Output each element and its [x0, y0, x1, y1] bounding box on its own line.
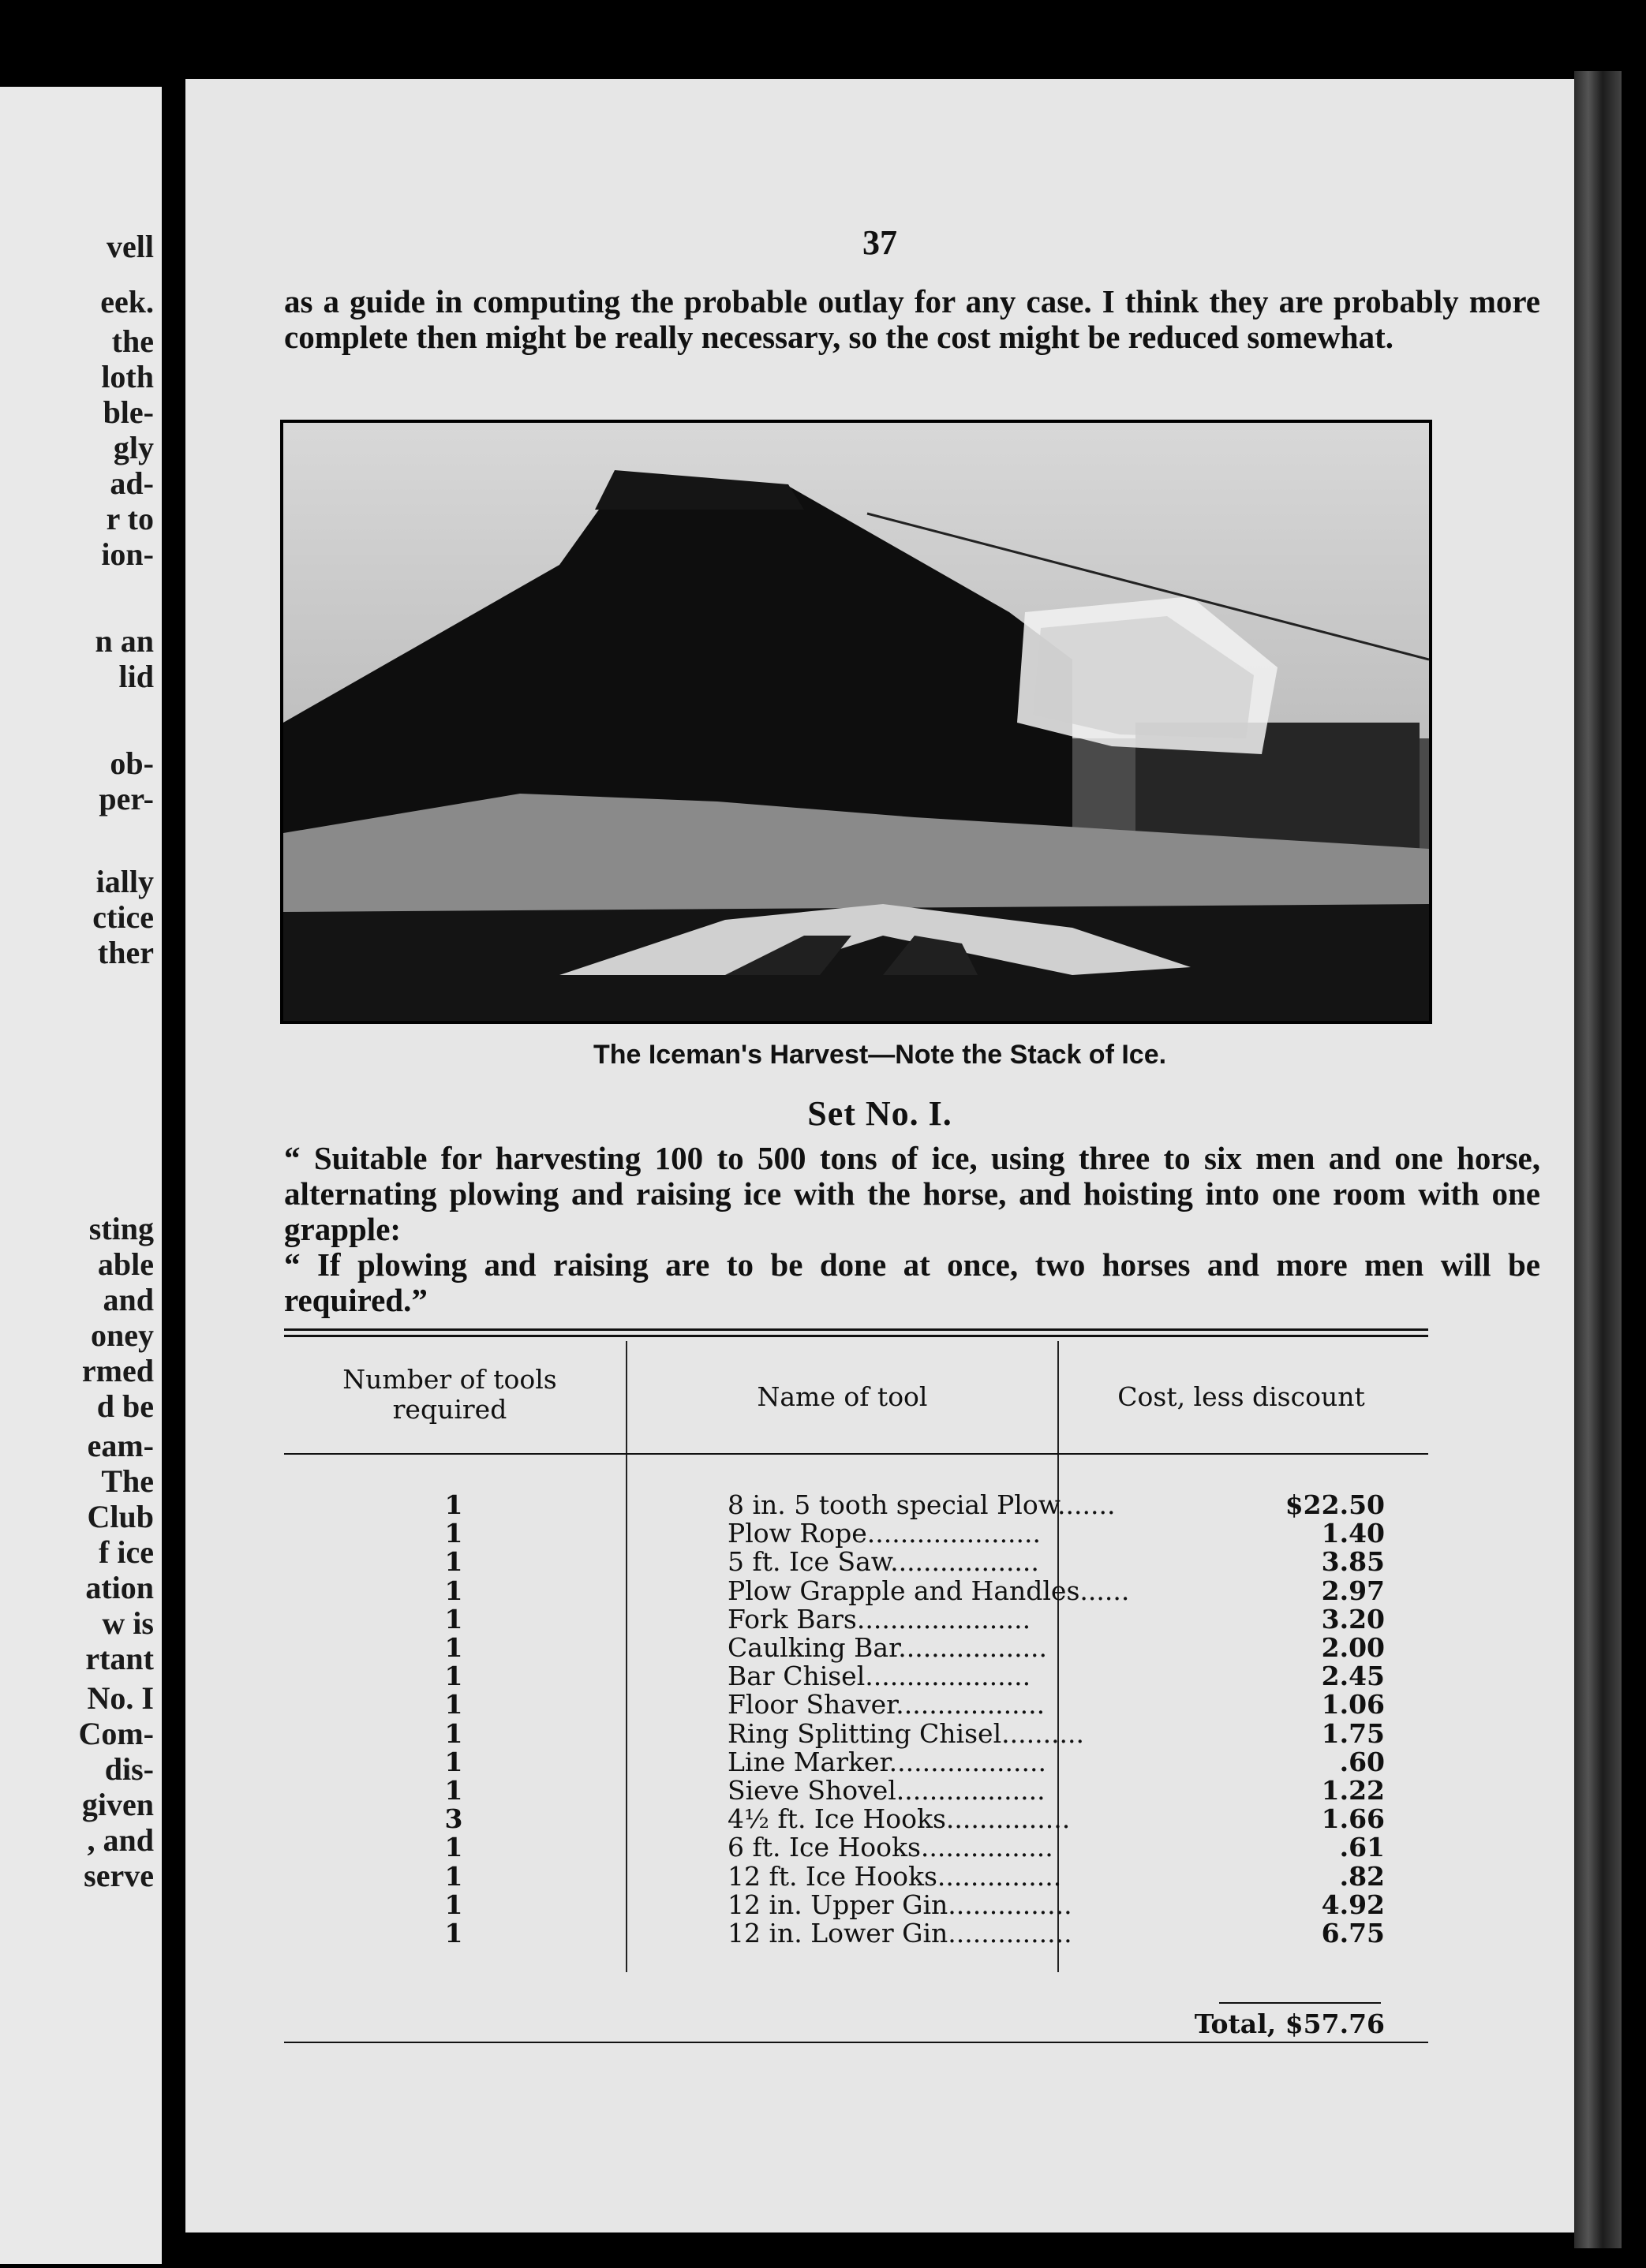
facing-page-text: ther: [97, 935, 154, 970]
set-description: “ Suitable for harvesting 100 to 500 tons of ice, using three to six men and one horse, alternating plowing and raising ice with the horse, and hoisting into one room with one grapple:: [284, 1140, 1540, 1247]
total-rule: [1219, 2002, 1381, 2004]
header-name-of-tool: Name of tool: [757, 1381, 928, 1412]
photo-caption: The Iceman's Harvest—Note the Stack of Ice.: [593, 1040, 1167, 1070]
facing-page-text: ob-: [110, 745, 154, 781]
table-header-rule: [284, 1453, 1428, 1455]
tool-count: 1: [444, 1775, 463, 1806]
table-top-rule: [284, 1328, 1428, 1331]
facing-page-text: Com-: [78, 1716, 154, 1751]
facing-page-text: oney: [91, 1317, 154, 1353]
tool-name: 6 ft. Ice Hooks................: [728, 1832, 1053, 1863]
set-note: “ If plowing and raising are to be done at once, two horses and more men will be required.”: [284, 1246, 1540, 1318]
tool-name: Plow Grapple and Handles......: [728, 1575, 1130, 1606]
table-row: [284, 1575, 1428, 1604]
facing-page-text: rmed: [81, 1353, 154, 1388]
header-cost: Cost, less discount: [1117, 1381, 1365, 1412]
table-row: [284, 1489, 1428, 1518]
tool-cost: 3.20: [1321, 1603, 1385, 1635]
table-row: [284, 1603, 1428, 1635]
table-row: [284, 1632, 1428, 1661]
tool-count: 3: [444, 1803, 463, 1835]
tool-name: 12 ft. Ice Hooks...............: [728, 1860, 1062, 1892]
tool-count: 1: [444, 1489, 463, 1520]
table-row: [284, 1689, 1428, 1721]
book-gutter: [162, 0, 185, 2268]
tool-count: 1: [444, 1546, 463, 1578]
facing-page-text: ially: [95, 864, 154, 899]
facing-page-text: , and: [87, 1822, 154, 1858]
facing-page-text: w is: [102, 1605, 154, 1641]
book-page: [185, 79, 1574, 2233]
tool-name: Line Marker...................: [728, 1746, 1046, 1777]
tool-name: Fork Bars.....................: [728, 1603, 1031, 1635]
tool-cost: $22.50: [1285, 1489, 1385, 1520]
facing-page-text: loth: [101, 359, 154, 394]
tool-cost: 2.97: [1321, 1575, 1385, 1606]
tool-count: 1: [444, 1689, 463, 1721]
tool-cost: 4.92: [1321, 1889, 1385, 1920]
set-heading: Set No. I.: [807, 1094, 952, 1133]
tool-name: Ring Splitting Chisel..........: [728, 1717, 1085, 1749]
tool-count: 1: [444, 1518, 463, 1549]
table-bottom-rule: [284, 2042, 1428, 2043]
facing-page-text: vell: [107, 229, 154, 264]
tool-name: Sieve Shovel..................: [728, 1775, 1046, 1806]
tool-cost: .60: [1339, 1746, 1385, 1777]
facing-page-text: No. I: [87, 1680, 154, 1716]
tool-name: Caulking Bar..................: [728, 1632, 1048, 1663]
facing-page-text: n an: [95, 623, 154, 659]
facing-page-text: lid: [118, 659, 154, 694]
facing-page-text: ctice: [92, 899, 154, 935]
tool-name: 5 ft. Ice Saw..................: [728, 1546, 1039, 1578]
table-row: [284, 1518, 1428, 1549]
tool-count: 1: [444, 1661, 463, 1692]
table-row: [284, 1860, 1428, 1892]
tool-cost: .61: [1339, 1832, 1385, 1863]
iceman-harvest-photo: [280, 420, 1432, 1024]
tool-count: 1: [444, 1632, 463, 1663]
tool-name: 4½ ft. Ice Hooks...............: [728, 1803, 1071, 1835]
tool-count: 1: [444, 1603, 463, 1635]
table-row: [284, 1718, 1428, 1747]
table-row: [284, 1889, 1428, 1918]
facing-page-text: ation: [85, 1570, 154, 1605]
facing-page-text: ble-: [103, 394, 154, 430]
tool-count: 1: [444, 1832, 463, 1863]
facing-page-text: ad-: [110, 465, 154, 501]
header-number-of-tools: Number of tools required: [342, 1364, 557, 1425]
tool-name: Plow Rope.....................: [728, 1518, 1042, 1549]
table-row: [284, 1747, 1428, 1775]
facing-page-text: dis-: [104, 1751, 154, 1787]
facing-page-text: r to: [106, 501, 154, 536]
tool-cost: 1.06: [1321, 1689, 1385, 1721]
intro-paragraph: as a guide in computing the probable outlay for any case. I think they are probably more complete then might be really necessary, so the cost might be reduced somewhat.: [284, 283, 1540, 355]
table-top-rule-2: [284, 1335, 1428, 1337]
tool-cost: 1.66: [1321, 1803, 1385, 1835]
tool-cost: 6.75: [1321, 1918, 1385, 1949]
facing-page-text: eek.: [100, 284, 154, 319]
facing-page-text: ion-: [101, 536, 154, 572]
tool-cost: 1.75: [1321, 1717, 1385, 1749]
facing-page-text: f ice: [99, 1534, 154, 1570]
facing-page-text: per-: [99, 781, 154, 816]
page-number: 37: [862, 223, 897, 262]
facing-page-fragment: [0, 87, 162, 2264]
facing-page-text: The: [101, 1463, 154, 1499]
tool-count: 1: [444, 1717, 463, 1749]
facing-page-text: serve: [84, 1858, 154, 1893]
tool-count: 1: [444, 1889, 463, 1920]
facing-page-text: Club: [87, 1499, 154, 1534]
tool-name: 12 in. Upper Gin...............: [728, 1889, 1072, 1920]
tool-cost: 2.00: [1321, 1632, 1385, 1663]
facing-page-text: given: [81, 1787, 154, 1822]
facing-page-text: rtant: [85, 1641, 154, 1676]
page-edge: [1574, 71, 1622, 2248]
facing-page-text: d be: [96, 1388, 154, 1424]
facing-page-text: sting: [88, 1211, 154, 1246]
tool-cost: .82: [1339, 1860, 1385, 1892]
tool-name: Floor Shaver..................: [728, 1689, 1046, 1721]
tool-count: 1: [444, 1860, 463, 1892]
tool-name: 8 in. 5 tooth special Plow.......: [728, 1489, 1116, 1520]
tool-cost: 1.40: [1321, 1518, 1385, 1549]
table-total: Total, $57.76: [1194, 2008, 1385, 2039]
facing-page-text: gly: [113, 430, 154, 465]
table-row: [284, 1803, 1428, 1835]
tool-cost: 1.22: [1321, 1775, 1385, 1806]
tool-cost: 3.85: [1321, 1546, 1385, 1578]
facing-page-text: able: [97, 1246, 154, 1282]
table-row: [284, 1661, 1428, 1692]
facing-page-text: the: [111, 323, 154, 359]
facing-page-text: eam-: [87, 1428, 154, 1463]
tool-name: 12 in. Lower Gin...............: [728, 1918, 1072, 1949]
table-row: [284, 1546, 1428, 1578]
table-row: [284, 1832, 1428, 1863]
table-row: [284, 1918, 1428, 1949]
tool-count: 1: [444, 1746, 463, 1777]
tool-count: 1: [444, 1918, 463, 1949]
tool-name: Bar Chisel....................: [728, 1661, 1031, 1692]
table-row: [284, 1775, 1428, 1806]
tool-count: 1: [444, 1575, 463, 1606]
facing-page-text: and: [103, 1282, 154, 1317]
tool-cost: 2.45: [1321, 1661, 1385, 1692]
